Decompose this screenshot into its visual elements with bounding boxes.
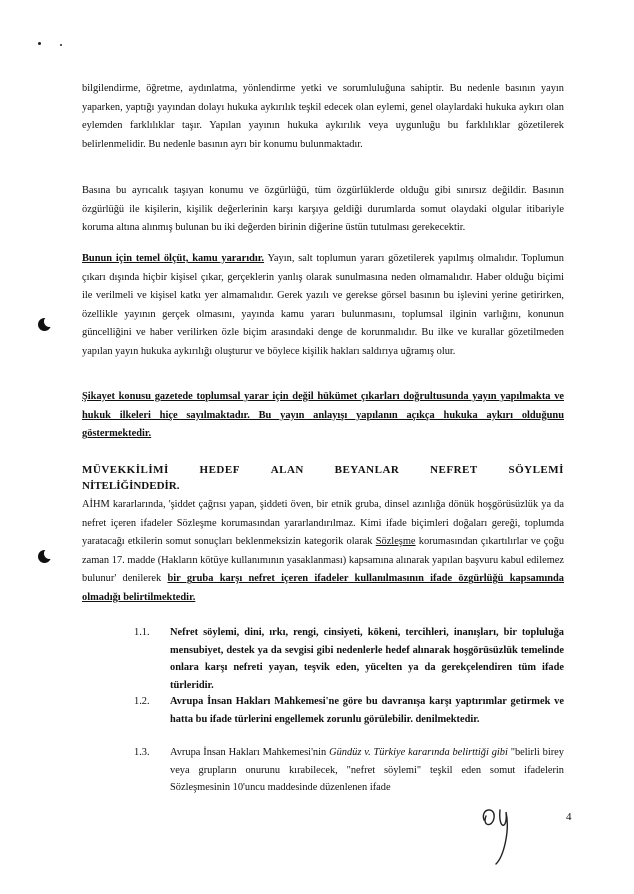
heading-word: SÖYLEMİ [508,464,564,476]
handwritten-initials-icon [478,800,518,870]
paragraph-lead-underlined: Bunun için temel ölçüt, kamu yararıdır. [82,253,265,264]
paragraph-text: Basına bu ayrıcalık taşıyan konumu ve özgürlüğü, tüm özgürlüklerde olduğu gibi sınırsız değildir. Basının özgürlüğü ile kişilerin, kişilik değerlerinin karşı karşıya geldiği durumlarda somut olaydaki olgular itibariyle koruma altına alınmış bulunan bu iki değerden birinin diğerine üstün tutulması gerekecektir. [82,185,564,234]
heading-word: HEDEF [199,464,240,476]
list-item [82,693,564,728]
list-item-text: Nefret söylemi, dini, ırkı, rengi, cinsiyeti, kökeni, tercihleri, inanışları, bir topluluğa mensubiyet, destek ya da sevgisi gibi nedenlerle hedef alınarak hoşgörüsüzlük temelinde onlara karşı nefreti yayan, teşvik eden, yücelten ya da gerekçelendiren tüm ifade türleridir. [170,627,564,691]
scan-speck [60,44,62,46]
punch-hole-icon [38,550,51,563]
paragraph-press-freedom [82,182,564,238]
list-item-text: Avrupa İnsan Hakları Mahkemesi'ne göre bu davranışa karşı yaptırımlar getirmek ve hatta bu ifade türlerini engellemek zorunlu görülebilir. denilmektedir. [170,696,564,725]
paragraph-public-interest [82,250,564,362]
scan-speck [38,42,41,45]
list-item [82,624,564,694]
section-heading [82,462,564,494]
punch-hole-icon [38,318,51,331]
heading-word: MÜVEKKİLİMİ [82,464,169,476]
heading-word: NEFRET [430,464,478,476]
heading-line-1 [82,462,564,478]
heading-line-2: NİTELİĞİNDEDİR. [82,480,180,492]
list-item [82,744,564,797]
list-item-number: 1.3. [134,747,150,758]
page-number: 4 [566,811,572,823]
paragraph-conclusion-underlined: bir gruba karşı nefret içeren ifadeler kullanılmasının ifade özgürlüğü kapsamında olmadığı belirtilmektedir. [82,573,564,603]
paragraph-text: AİHM kararlarında, 'şiddet çağrısı yapan, şiddeti öven, bir etnik gruba, dinsel azınlığa dönük hoşgörüsüzlük ya da nefret içeren ifadeler Sözleşme korumasından yararlandırılmaz. Kimi ifade biçimleri doğaları gereği, toplumda yaratacağı etkilerin somut sonuçları beklenmeksizin kategorik olarak [82,499,564,548]
list-item-text-part: Avrupa İnsan Hakları Mahkemesi'nin [170,747,330,758]
list-item-number: 1.2. [134,696,150,707]
list-item-text-part: "belirli birey veya grupların onurunu kırabilecek, "nefret söylemi" teşkil eden somut ifadelerin Sözleşmesinin 10'uncu maddesinde düzenlenen ifade [170,747,564,793]
paragraph-echr-hate-speech [82,496,564,608]
paragraph-complaint-summary [82,388,564,444]
paragraph-press-role [82,80,564,154]
paragraph-text: korumasından çıkartılırlar ve çoğu zaman 17. madde (Hakların kötüye kullanımının yasaklanması) kapsamına alınarak yapılan başvuru kabul edilemez bulunur' denilerek [82,536,565,585]
paragraph-sozlesme-underlined: Sözleşme [375,536,416,548]
list-item-case-name: Gündüz v. Türkiye kararında belirttiği gibi [329,747,508,758]
heading-word: BEYANLAR [334,464,400,476]
paragraph-text: Yayın, salt toplumun yararı gözetilerek yapılmış olmalıdır. Toplumun çıkarı dışında hiçbir kişisel çıkar, gerçeklerin yanlış olarak sunulmasına neden olmamalıdır. Haber olduğu biçimi ile verilmeli ve kişisel katkı yer almamalıdır. Gerek yazılı ve gerekse görsel basının bu işlevini yerine getirirken, özellikle yayının gerçek olmasını, yayında kamu yararı bulunmasını, toplumsal ilginin varlığını, konunun güncelliğini ve haber verilirken özle biçim arasındaki denge de korunmalıdır. Bu ilke ve kurallar gözetilmeden yapılan yayın hukuka aykırılığı oluşturur ve böylece kişilik hakları saldırıya uğramış olur. [82,253,565,357]
paragraph-text: bilgilendirme, öğretme, aydınlatma, yönlendirme yetki ve sorumluluğuna sahiptir. Bu nedenle basının yayın yaparken, yaptığı yayından dolayı hukuka aykırılık teşkil edecek olan eylemi, genel olaylardaki hukuka aykırı olan eylemden farklılıklar taşır. Yapılan yayının hukuka aykırılık veya uygunluğu bu farklılıklar gözetilerek belirlenmelidir. Bu nedenle basının ayrı bir konumu bulunmaktadır. [82,83,564,150]
paragraph-text: Şikayet konusu gazetede toplumsal yarar için değil hükümet çıkarları doğrultusunda yayın yapılmakta ve hukuk ilkeleri hiçe sayılmaktadır. Bu yayın anlayışı yapılanın açıkça hukuka aykırı olduğunu göstermektedir. [82,391,564,440]
list-item-number: 1.1. [134,627,150,638]
heading-word: ALAN [270,464,304,476]
list-item-text [170,744,564,797]
